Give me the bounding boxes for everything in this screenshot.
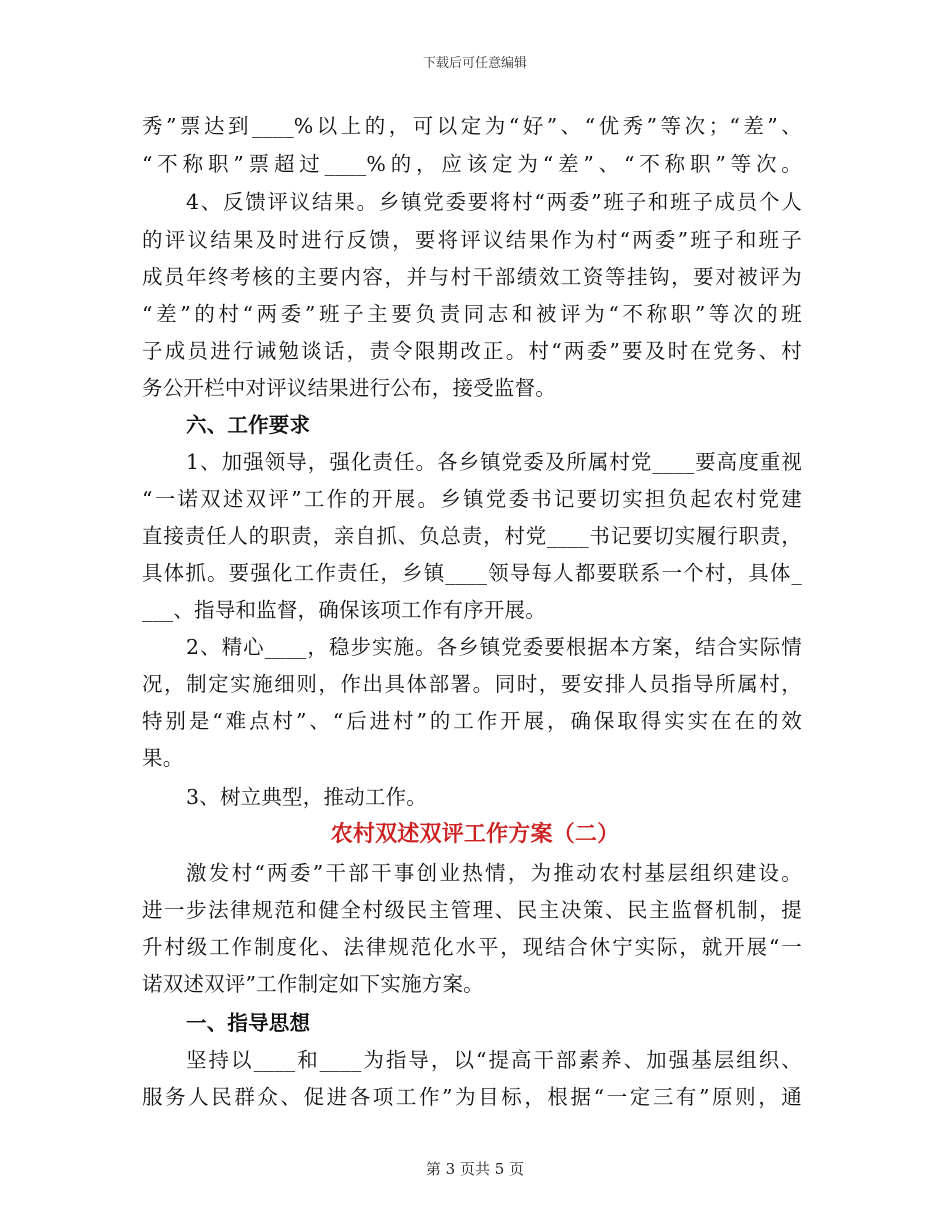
text-line: 进一步法律规范和健全村级民主管理、民主决策、民主监督机制，提: [142, 898, 802, 922]
text-line: 升村级工作制度化、法律规范化水平，现结合休宁实际，就开展“一: [142, 935, 802, 959]
text-line: “不称职”票超过____%的，应该定为“差”、“不称职”等次。: [142, 152, 802, 176]
text-line: 子成员进行诫勉谈话，责令限期改正。村“两委”要及时在党务、村: [142, 339, 802, 363]
text-line: 诺双述双评”工作制定如下实施方案。: [142, 972, 484, 996]
section-heading-work-requirements: 六、工作要求: [186, 413, 311, 437]
page-footer: 第 3 页共 5 页: [425, 1160, 525, 1178]
text-line: 成员年终考核的主要内容，并与村干部绩效工资等挂钩，要对被评为: [142, 265, 802, 289]
text-line: ___、指导和监督，确保该项工作有序开展。: [142, 598, 546, 622]
section-heading-guiding-ideology: 一、指导思想: [186, 1011, 311, 1035]
text-line: 具体抓。要强化工作责任，乡镇____领导每人都要联系一个村，具体_: [142, 561, 802, 585]
text-line: 特别是“难点村”、“后进村”的工作开展，确保取得实实在在的效: [142, 709, 802, 733]
text-line: 2、精心____，稳步实施。各乡镇党委要根据本方案，结合实际情: [186, 635, 802, 659]
text-line: 激发村“两委”干部干事创业热情，为推动农村基层组织建设。: [186, 861, 802, 885]
text-line: 1、加强领导，强化责任。各乡镇党委及所属村党____要高度重视: [186, 450, 802, 474]
text-line: 况，制定实施细则，作出具体部署。同时，要安排人员指导所属村，: [142, 672, 802, 696]
text-line: 坚持以____和____为指导，以“提高干部素养、加强基层组织、: [186, 1048, 802, 1072]
paragraph-4-heading: 4、反馈评议结果。乡镇党委要将村“两委”班子和班子成员个人: [186, 190, 802, 214]
document-title: 农村双述双评工作方案（二）: [330, 821, 620, 847]
text-line: 的评议结果及时进行反馈，要将评议结果作为村“两委”班子和班子: [142, 228, 802, 252]
text-line: “差”的村“两委”班子主要负责同志和被评为“不称职”等次的班: [142, 302, 802, 326]
text-line: 秀”票达到____%以上的，可以定为“好”、“优秀”等次；“差”、: [142, 114, 802, 138]
text-line: 果。: [142, 746, 184, 770]
text-line: 直接责任人的职责，亲自抓、负总责，村党____书记要切实履行职责，: [142, 524, 802, 548]
text-line: 服务人民群众、促进各项工作”为目标，根据“一定三有”原则，通: [142, 1085, 802, 1109]
text-line: “一诺双述双评”工作的开展。乡镇党委书记要切实担负起农村党建: [142, 487, 802, 511]
page-header: 下载后可任意编辑: [422, 56, 527, 71]
text-line: 3、树立典型，推动工作。: [186, 785, 427, 809]
text-line: 务公开栏中对评议结果进行公布，接受监督。: [142, 376, 556, 400]
